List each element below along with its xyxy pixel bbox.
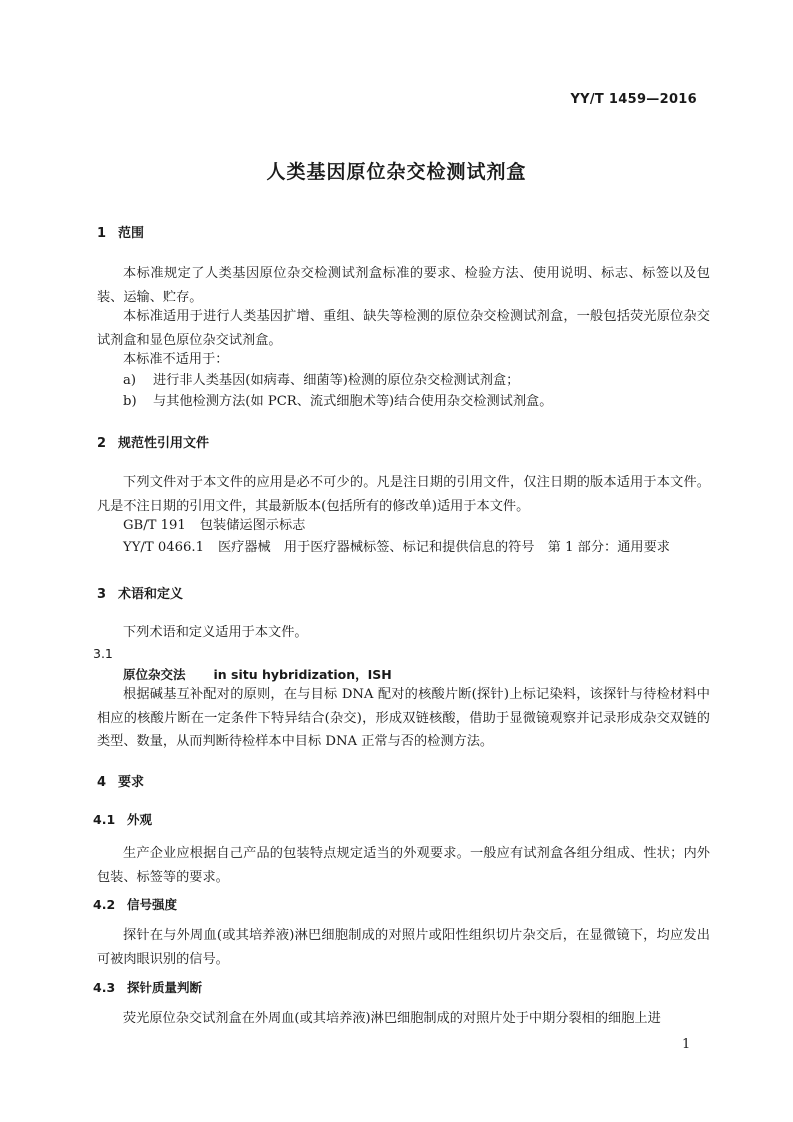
reference-2 <box>123 536 670 560</box>
list-item-text: 与其他检测方法(如 PCR、流式细胞术等)结合使用杂交检测试剂盒。 <box>153 394 553 409</box>
reference-title: 医疗器械 用于医疗器械标签、标记和提供信息的符号 第 1 部分：通用要求 <box>218 540 670 555</box>
section-title: 范围 <box>118 226 145 241</box>
subsection-4-2-paragraph: 探针在与外周血(或其培养液)淋巴细胞制成的对照片或阳性组织切片杂交后，在显微镜下，均应发出可被肉眼识别的信号。 <box>97 928 710 967</box>
section-title: 规范性引用文件 <box>118 436 210 451</box>
term-english: in situ hybridization，ISH <box>213 667 392 682</box>
list-marker: b) <box>123 394 137 409</box>
reference-code: YY/T 0466.1 <box>123 540 204 555</box>
subsection-4-1-paragraph: 生产企业应根据自己产品的包装特点规定适当的外观要求。一般应有试剂盒各组分组成、性状；内外包装、标签等的要求。 <box>97 846 710 885</box>
page-number: 1 <box>682 1037 691 1052</box>
subsection-number: 4.2 <box>93 897 116 912</box>
section-2-paragraph-1: 下列文件对于本文件的应用是必不可少的。凡是注日期的引用文件，仅注日期的版本适用于本文件。凡是不注日期的引用文件，其最新版本(包括所有的修改单)适用于本文件。 <box>97 475 710 514</box>
section-3-paragraph-1: 下列术语和定义适用于本文件。 <box>123 625 308 640</box>
reference-code: GB/T 191 <box>123 518 186 533</box>
list-item-b <box>123 390 552 414</box>
reference-title: 包装储运图示标志 <box>199 518 306 533</box>
section-1-paragraph-3: 本标准不适用于： <box>123 352 229 367</box>
section-1-paragraph-2: 本标准适用于进行人类基因扩增、重组、缺失等检测的原位杂交检测试剂盒，一般包括荧光原位杂交试剂盒和显色原位杂交试剂盒。 <box>97 309 710 348</box>
list-item-a <box>123 369 519 393</box>
section-3-heading <box>97 583 183 602</box>
term-chinese: 原位杂交法 <box>123 667 186 682</box>
subsection-4-2-heading <box>93 895 177 913</box>
section-number: 1 <box>97 226 107 241</box>
section-4-heading <box>97 771 144 790</box>
subsection-title: 外观 <box>127 812 153 827</box>
term-definition: 根据碱基互补配对的原则，在与目标 DNA 配对的核酸片断(探针)上标记染料，该探针与待检材料中相应的核酸片断在一定条件下特异结合(杂交)，形成双链核酸，借助于显微镜观察并记录形成杂交双链的类型、数量，从而判断待检样本中目标 DNA 正常与否的检测方法。 <box>97 687 710 749</box>
list-marker: a) <box>123 373 137 388</box>
subsection-number: 4.3 <box>93 980 116 995</box>
term-entry <box>123 665 392 683</box>
section-number: 2 <box>97 436 107 451</box>
subsection-title: 信号强度 <box>127 897 178 912</box>
document-title: 人类基因原位杂交检测试剂盒 <box>266 161 527 183</box>
section-number: 4 <box>97 775 107 790</box>
section-title: 要求 <box>118 775 145 790</box>
standard-code: YY/T 1459—2016 <box>570 92 697 107</box>
term-number: 3.1 <box>93 646 113 661</box>
section-title: 术语和定义 <box>118 587 184 602</box>
section-1-heading <box>97 222 144 241</box>
subsection-4-1-heading <box>93 810 152 828</box>
section-2-heading <box>97 432 209 451</box>
subsection-4-3-paragraph: 荧光原位杂交试剂盒在外周血(或其培养液)淋巴细胞制成的对照片处于中期分裂相的细胞上进 <box>123 1011 661 1026</box>
section-number: 3 <box>97 587 107 602</box>
list-item-text: 进行非人类基因(如病毒、细菌等)检测的原位杂交检测试剂盒； <box>153 373 520 388</box>
subsection-title: 探针质量判断 <box>127 980 203 995</box>
subsection-number: 4.1 <box>93 812 116 827</box>
reference-1 <box>123 514 305 538</box>
section-1-paragraph-1: 本标准规定了人类基因原位杂交检测试剂盒标准的要求、检验方法、使用说明、标志、标签以及包装、运输、贮存。 <box>97 266 710 305</box>
subsection-4-3-heading <box>93 978 202 996</box>
